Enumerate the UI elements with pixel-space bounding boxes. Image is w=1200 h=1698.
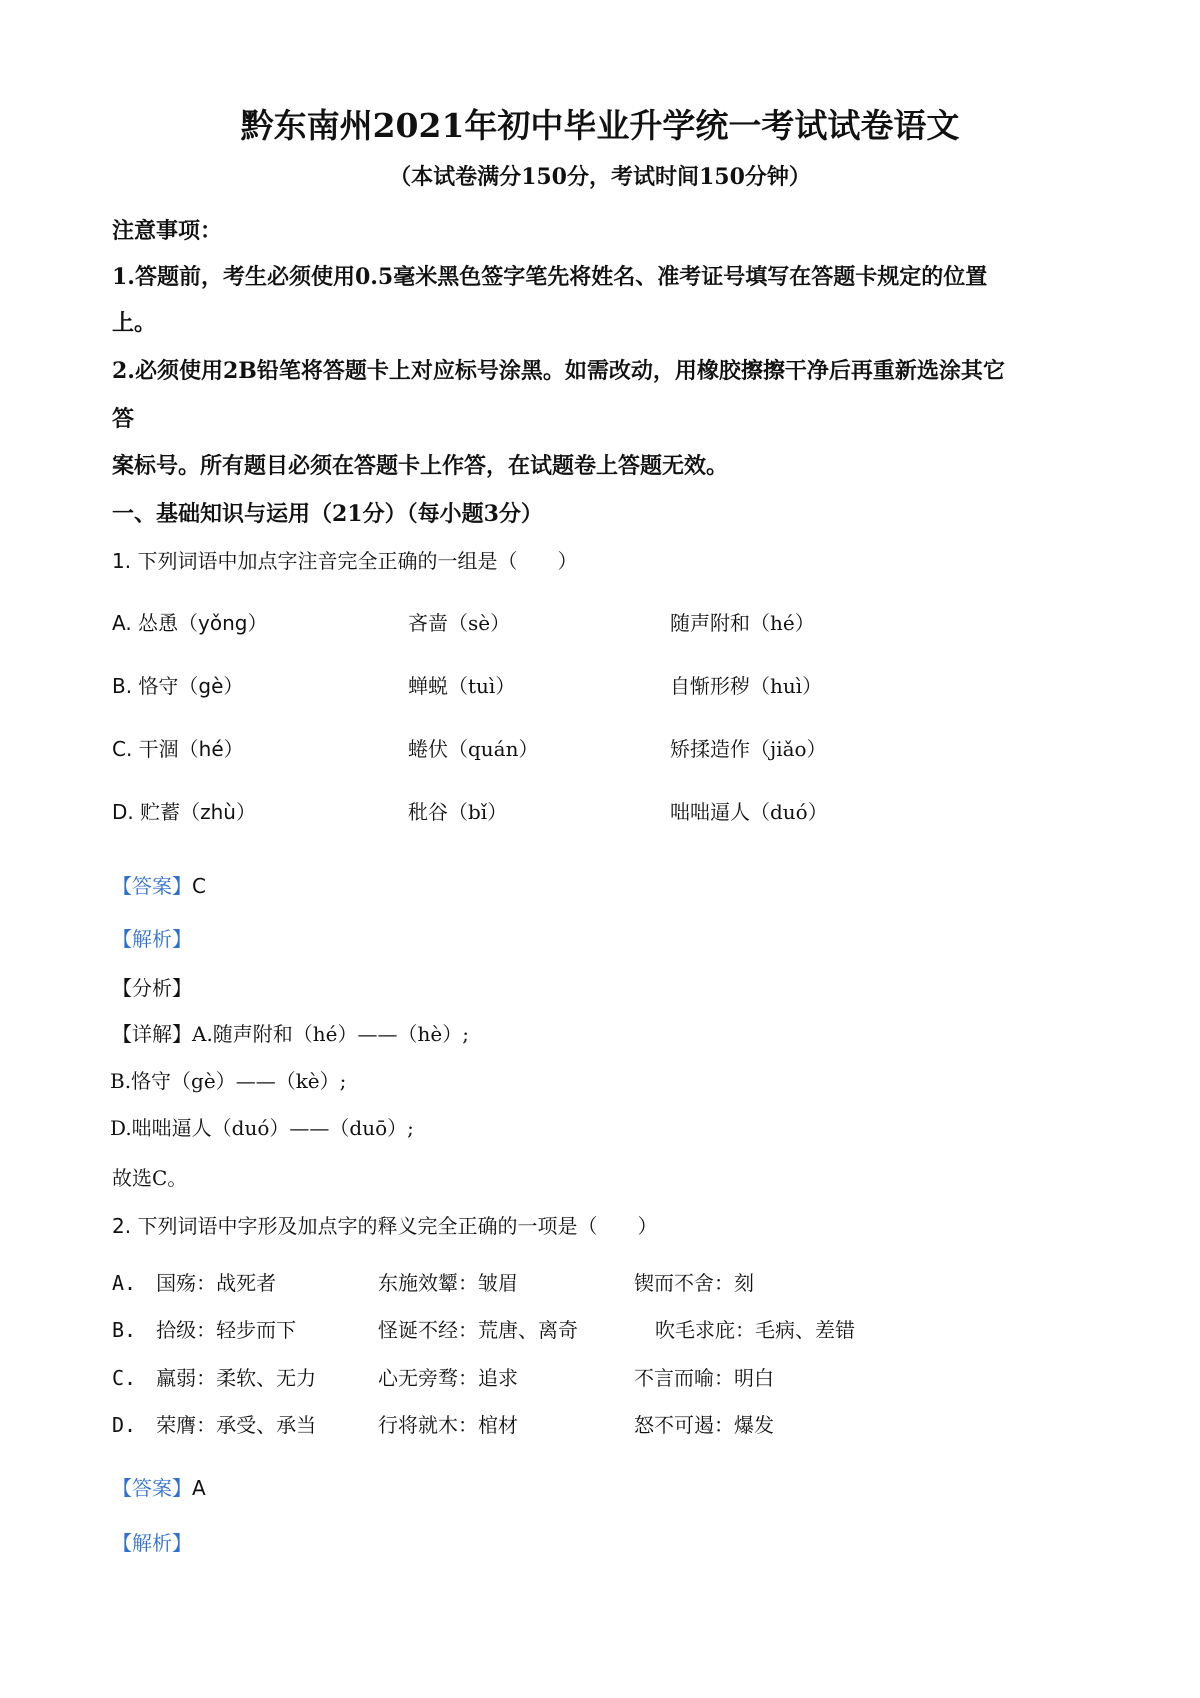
xiangjie-text: A.随声附和（hé）——（hè）; bbox=[192, 1022, 469, 1046]
q1-detail-2: B.恪守（gè）——（kè）; bbox=[110, 1069, 347, 1093]
question-2-prompt: 2. 下列词语中字形及加点字的释义完全正确的一项是（ ） bbox=[112, 1214, 658, 1238]
notice-item-1: 1.答题前，考生必须使用0.5毫米黑色签字笔先将姓名、准考证号填写在答题卡规定的位置 bbox=[112, 264, 988, 290]
notice-heading: 注意事项： bbox=[112, 218, 223, 244]
section-heading: 一、基础知识与运用（21分）（每小题3分） bbox=[112, 501, 543, 527]
answer-label: 【答案】 bbox=[112, 1476, 192, 1500]
q2-option-c-2: 心无旁骛：追求 bbox=[378, 1366, 518, 1390]
q1-fenxi-label: 【分析】 bbox=[112, 976, 192, 1000]
q1-option-c-2: 蜷伏（quán） bbox=[408, 737, 539, 761]
q1-option-d-3: 咄咄逼人（duó） bbox=[670, 800, 828, 824]
q2-option-a-3: 锲而不舍：刻 bbox=[634, 1271, 754, 1295]
question-1-prompt: 1. 下列词语中加点字注音完全正确的一组是（ ） bbox=[112, 549, 578, 573]
q2-option-b-2: 怪诞不经：荒唐、离奇 bbox=[378, 1318, 578, 1342]
q1-jiexi-label: 【解析】 bbox=[112, 927, 192, 951]
q1-detail-1 bbox=[112, 1018, 469, 1047]
q2-option-b-3: 吹毛求庇：毛病、差错 bbox=[655, 1318, 855, 1342]
notice-item-1-cont: 上。 bbox=[112, 310, 157, 336]
page-title: 黔东南州2021年初中毕业升学统一考试试卷语文 bbox=[240, 106, 960, 145]
q2-option-d-2: 行将就木：棺材 bbox=[378, 1413, 518, 1437]
answer-value: C bbox=[192, 874, 206, 898]
answer-value: A bbox=[192, 1476, 206, 1500]
q1-option-c-1: C. 干涸（hé） bbox=[112, 737, 244, 761]
q1-option-a-2: 吝啬（sè） bbox=[408, 611, 511, 635]
q2-option-d-3: 怒不可遏：爆发 bbox=[634, 1413, 774, 1437]
q1-option-c-3: 矫揉造作（jiǎo） bbox=[670, 737, 827, 761]
q2-jiexi-label: 【解析】 bbox=[112, 1531, 192, 1555]
q2-option-c-1: C. 羸弱：柔软、无力 bbox=[112, 1366, 317, 1390]
q2-answer bbox=[112, 1472, 206, 1501]
q2-option-c-3: 不言而喻：明白 bbox=[634, 1366, 774, 1390]
notice-item-2-cont: 答 bbox=[112, 406, 135, 432]
q2-option-b-1: B. 拾级：轻步而下 bbox=[112, 1318, 297, 1342]
page-subtitle: （本试卷满分150分，考试时间150分钟） bbox=[389, 164, 811, 190]
q2-option-a-2: 东施效颦：皱眉 bbox=[378, 1271, 518, 1295]
q1-answer bbox=[112, 870, 206, 899]
q1-option-a-3: 随声附和（hé） bbox=[670, 611, 815, 635]
q2-option-a-1: A. 国殇：战死者 bbox=[112, 1271, 277, 1295]
notice-item-2-cont2: 案标号。所有题目必须在答题卡上作答，在试题卷上答题无效。 bbox=[112, 453, 729, 479]
q1-option-a-1: A. 怂恿（yǒng） bbox=[112, 611, 268, 635]
notice-item-2: 2.必须使用2B铅笔将答题卡上对应标号涂黑。如需改动，用橡胶擦擦干净后再重新选涂其它 bbox=[112, 358, 1005, 384]
q2-option-d-1: D. 荣膺：承受、承当 bbox=[112, 1413, 317, 1437]
answer-label: 【答案】 bbox=[112, 874, 192, 898]
xiangjie-label: 【详解】 bbox=[112, 1022, 192, 1046]
q1-detail-3: D.咄咄逼人（duó）——（duō）; bbox=[110, 1116, 414, 1140]
q1-option-b-3: 自惭形秽（huì） bbox=[670, 674, 823, 698]
q1-option-d-2: 秕谷（bǐ） bbox=[408, 800, 508, 824]
q1-option-b-1: B. 恪守（gè） bbox=[112, 674, 244, 698]
q1-option-d-1: D. 贮蓄（zhù） bbox=[112, 800, 256, 824]
q1-option-b-2: 蝉蜕（tuì） bbox=[408, 674, 516, 698]
q1-conclusion: 故选C。 bbox=[112, 1166, 188, 1190]
